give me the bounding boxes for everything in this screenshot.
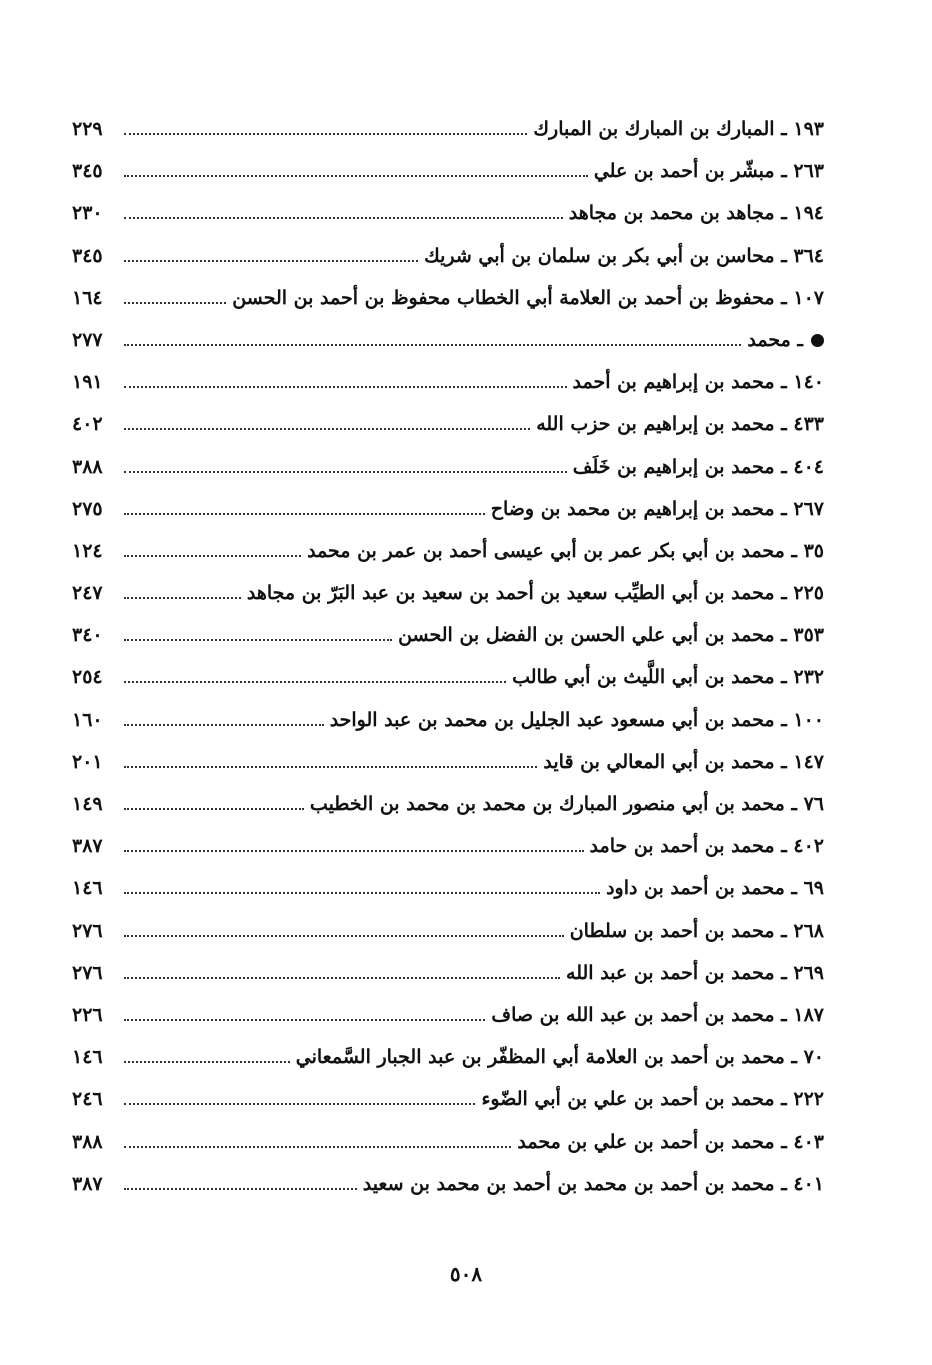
entry-title: [566, 952, 824, 994]
entry-title-text: ١٩٣ ـ المبارك بن المبارك بن المبارك: [533, 118, 824, 140]
entry-page-number: ١٢٤: [72, 539, 103, 562]
entry-page-number: ١٤٦: [72, 1046, 103, 1069]
entry-page-number: ٢٧٦: [72, 919, 103, 942]
index-entry: [72, 1078, 824, 1120]
index-entry: [72, 1163, 824, 1205]
index-entry: [72, 614, 824, 656]
dot-leader: [124, 169, 588, 177]
index-list: [72, 108, 824, 1205]
entry-title: [747, 319, 824, 361]
index-entry: [72, 108, 824, 150]
index-entry: [72, 192, 824, 234]
entry-title: [491, 994, 824, 1036]
dot-leader: [124, 380, 567, 388]
dot-leader: [124, 886, 600, 894]
entry-title: [310, 783, 824, 825]
entry-title-text: ١٤٧ ـ محمد بن أبي المعالي بن قايد: [543, 750, 824, 773]
entry-title: [330, 699, 824, 741]
dot-leader: [124, 296, 226, 304]
dot-leader: [124, 971, 560, 979]
entry-page-number: ٣٤٠: [72, 624, 103, 647]
index-entry: [72, 150, 824, 192]
dot-leader: [124, 211, 563, 219]
index-entry: [72, 867, 824, 909]
entry-title: [573, 446, 824, 488]
entry-page-number: ١٦٤: [72, 286, 103, 309]
entry-page-number: ١٤٦: [72, 877, 103, 900]
entry-page-number: ٢٧٧: [72, 328, 103, 351]
entry-title-text: ١٤٠ ـ محمد بن إبراهيم بن أحمد: [572, 371, 824, 394]
dot-leader: [124, 760, 537, 768]
dot-leader: [124, 802, 304, 810]
index-entry: [72, 699, 824, 741]
entry-page-number: ٢٥٤: [72, 666, 103, 689]
entry-title-text: ٢٦٧ ـ محمد بن إبراهيم بن محمد بن وضاح: [490, 497, 824, 520]
entry-title: [512, 656, 824, 698]
index-entry: [72, 783, 824, 825]
entry-title: [570, 910, 824, 952]
index-entry: [72, 277, 824, 319]
dot-leader: [124, 127, 527, 135]
index-entry: [72, 572, 824, 614]
dot-leader: [124, 1140, 511, 1148]
index-entry: [72, 403, 824, 445]
entry-title: [573, 361, 825, 403]
entry-title: [569, 192, 824, 234]
index-entry: [72, 952, 824, 994]
dot-leader: [124, 718, 324, 726]
dot-leader: [124, 422, 530, 430]
entry-title-text: ٤٠٣ ـ محمد بن أحمد بن علي بن محمد: [517, 1130, 824, 1153]
entry-page-number: ٢٣٠: [72, 202, 103, 225]
bullet-icon: [811, 334, 824, 347]
entry-title-text: ٢٢٥ ـ محمد بن أبي الطيِّب سعيد بن أحمد بن سعيد بن عبد البَرّ بن مجاهد: [246, 582, 824, 605]
entry-title-text: ٦٩ ـ محمد بن أحمد بن داود: [606, 877, 824, 900]
entry-title-text: ٢٢٢ ـ محمد بن أحمد بن علي بن أبي الضّوء: [481, 1088, 824, 1111]
entry-page-number: ٢٠١: [72, 750, 103, 773]
index-entry: [72, 825, 824, 867]
dot-leader: [124, 1055, 290, 1063]
entry-page-number: ٢٤٧: [72, 582, 103, 605]
entry-title: [517, 1121, 824, 1163]
entry-title-text: ٢٦٩ ـ محمد بن أحمد بن عبد الله: [566, 961, 824, 984]
entry-page-number: ٣٨٨: [72, 1130, 103, 1153]
entry-title: [606, 867, 824, 909]
entry-page-number: ٣٨٧: [72, 835, 103, 858]
dot-leader: [124, 1097, 475, 1105]
entry-title-text: ١٩٤ ـ مجاهد بن محمد بن مجاهد: [568, 202, 824, 225]
entry-page-number: ٣٨٨: [72, 455, 103, 478]
entry-title-text: ٧٠ ـ محمد بن أحمد بن العلامة أبي المظفّر بن عبد الجبار السَّمعاني: [295, 1046, 824, 1069]
entry-page-number: ٢٢٩: [72, 118, 103, 140]
entry-title: [307, 530, 824, 572]
entry-title-text: ١٠٧ ـ محفوظ بن أحمد بن العلامة أبي الخطاب محفوظ بن أحمد بن الحسن: [232, 286, 824, 309]
entry-title-text: ٢٦٨ ـ محمد بن أحمد بن سلطان: [569, 919, 824, 942]
index-entry: [72, 488, 824, 530]
page-number: ٥٠٨: [449, 1262, 483, 1286]
entry-title: [424, 235, 824, 277]
index-entry: [72, 530, 824, 572]
entry-title-text: ٣٥٣ ـ محمد بن أبي علي الحسن بن الفضل بن الحسن: [398, 624, 824, 647]
entry-title-text: ٣٥ ـ محمد بن أبي بكر عمر بن أبي عيسى أحمد بن عمر بن محمد: [307, 539, 824, 562]
index-entry: [72, 319, 824, 361]
entry-title-text: ٧٦ ـ محمد بن أبي منصور المبارك بن محمد بن محمد بن الخطيب: [309, 793, 824, 815]
entry-page-number: ٢٢٦: [72, 1003, 103, 1026]
dot-leader: [124, 338, 741, 346]
entry-page-number: ٢٤٦: [72, 1088, 103, 1111]
entry-title-text: ٢٦٣ ـ مبشّر بن أحمد بن علي: [593, 160, 824, 183]
entry-page-number: ٤٠٢: [72, 413, 103, 436]
entry-page-number: ٣٤٥: [72, 160, 103, 183]
entry-title: [232, 277, 824, 319]
entry-title: [398, 614, 824, 656]
entry-title: [543, 741, 824, 783]
entry-title-text: ٤٠٢ ـ محمد بن أحمد بن حامد: [589, 835, 824, 858]
index-entry: [72, 741, 824, 783]
entry-page-number: ٣٤٥: [72, 244, 103, 267]
index-entry: [72, 1036, 824, 1078]
entry-title: [594, 150, 824, 192]
index-entry: [72, 446, 824, 488]
entry-title-text: ٤٠١ ـ محمد بن أحمد بن محمد بن أحمد بن محمد بن سعيد: [362, 1172, 824, 1195]
dot-leader: [124, 633, 392, 641]
entry-title-text: ٢٣٢ ـ محمد بن أبي اللَّيث بن أبي طالب: [512, 666, 824, 689]
dot-leader: [124, 929, 564, 937]
index-entry: [72, 235, 824, 277]
dot-leader: [124, 675, 506, 683]
dot-leader: [124, 254, 418, 262]
index-entry: [72, 656, 824, 698]
entry-title: [247, 572, 824, 614]
entry-title: [533, 108, 824, 150]
entry-title-text: ٤٣٣ ـ محمد بن إبراهيم بن حزب الله: [536, 413, 824, 436]
dot-leader: [124, 1182, 357, 1190]
dot-leader: [124, 507, 485, 515]
entry-page-number: ٢٧٦: [72, 961, 103, 984]
entry-title: [590, 825, 824, 867]
entry-title-text: ١٠٠ ـ محمد بن أبي مسعود عبد الجليل بن محمد بن عبد الواحد: [329, 708, 824, 731]
entry-title: [363, 1163, 824, 1205]
entry-title-text: ٣٦٤ ـ محاسن بن أبي بكر بن سلمان بن أبي شريك: [424, 244, 824, 267]
entry-page-number: ٣٨٧: [72, 1172, 103, 1195]
dot-leader: [124, 591, 241, 599]
entry-title: [536, 403, 824, 445]
entry-title: [296, 1036, 824, 1078]
index-entry: [72, 361, 824, 403]
index-entry: [72, 1121, 824, 1163]
dot-leader: [124, 844, 584, 852]
index-entry: [72, 910, 824, 952]
dot-leader: [124, 465, 567, 473]
entry-title: [481, 1078, 824, 1120]
entry-page-number: ٢٧٥: [72, 497, 103, 520]
entry-page-number: ١٦٠: [72, 708, 103, 731]
dot-leader: [124, 1013, 485, 1021]
entry-title-text: ٤٠٤ ـ محمد بن إبراهيم بن خَلَف: [572, 455, 824, 478]
entry-page-number: ١٩١: [72, 371, 103, 394]
entry-page-number: ١٤٩: [72, 793, 103, 815]
entry-title-text: ١٨٧ ـ محمد بن أحمد بن عبد الله بن صاف: [491, 1003, 824, 1026]
entry-title-text: ـ محمد: [747, 328, 803, 351]
index-entry: [72, 994, 824, 1036]
entry-title: [491, 488, 824, 530]
dot-leader: [124, 549, 301, 557]
